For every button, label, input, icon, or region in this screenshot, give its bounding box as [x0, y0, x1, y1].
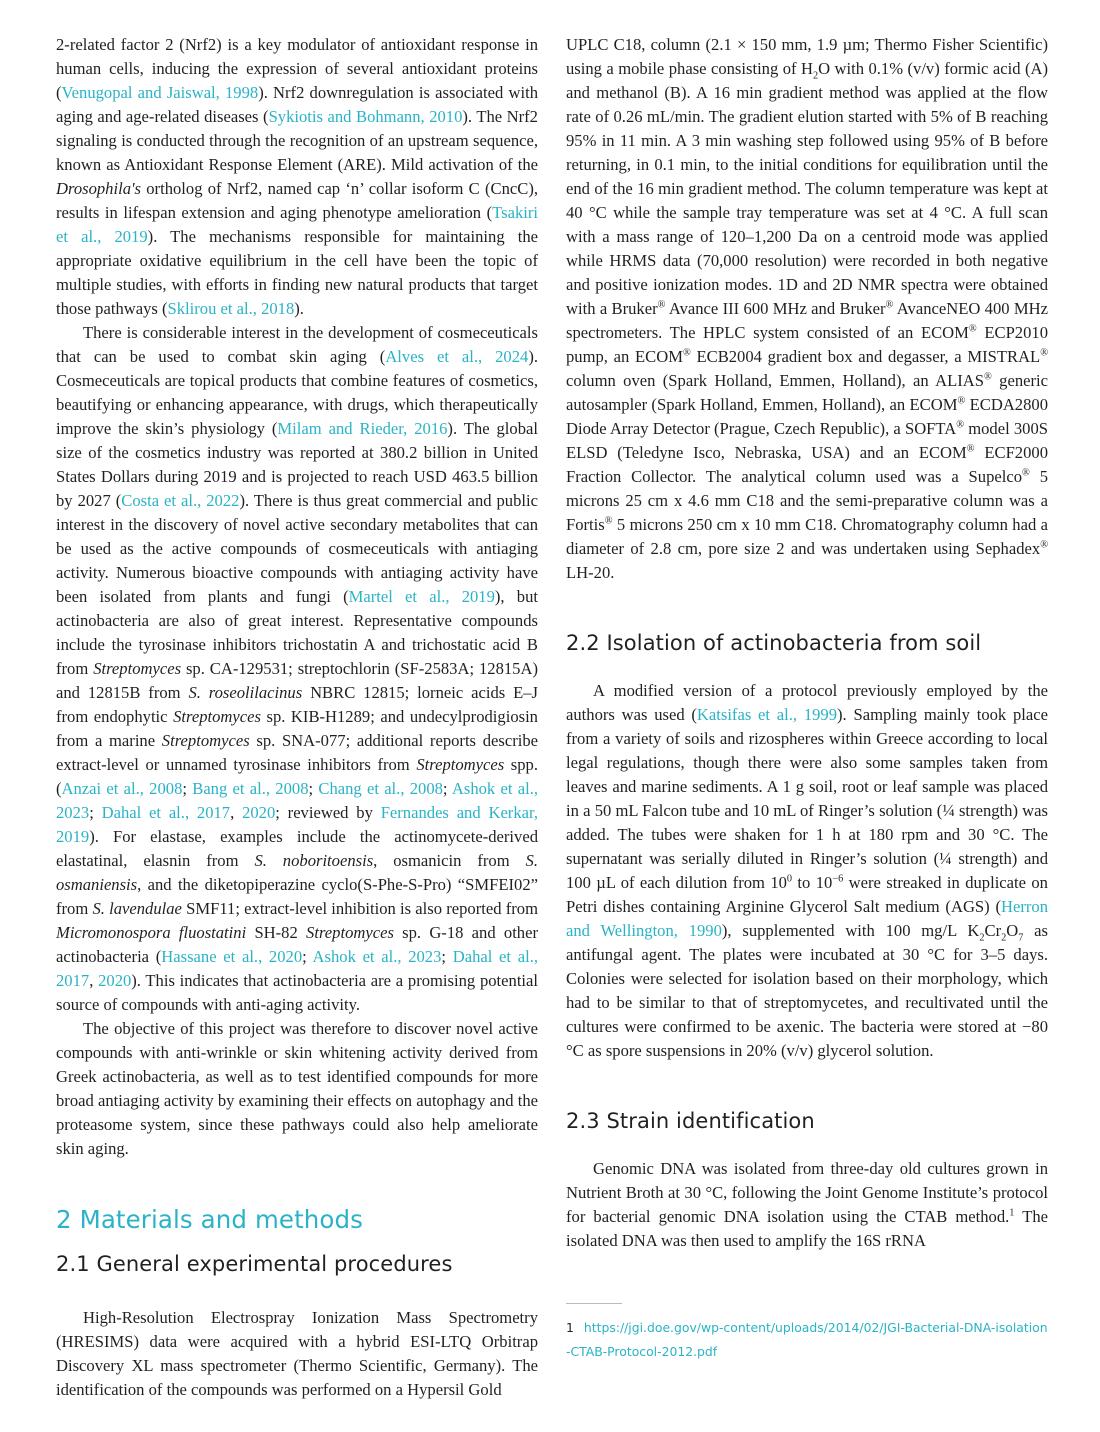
footnote-divider — [566, 1303, 622, 1304]
citation-link[interactable]: Sklirou et al., 2018 — [167, 299, 295, 318]
footnote-url-link[interactable]: https://jgi.doe.gov/wp-content/uploads/2014/02/JGI-Bacterial-DNA-isolation-CTAB-Protocol-2012.pdf — [566, 1320, 1048, 1359]
citation-link[interactable]: Dahal et al., 2017 — [101, 803, 231, 822]
subsection-heading-general-procedures: 2.1 General experimental procedures — [56, 1252, 453, 1276]
citation-link[interactable]: Herron and Wellington, 1990 — [566, 897, 1048, 940]
paragraph-nrf2: 2-related factor 2 (Nrf2) is a key modulator of antioxidant response in human cells, inducing the expression of several antioxidant proteins (Venugopal and Jaiswal, 1998). Nrf2 downregulation is associated with aging and age-related diseases (Sykiotis and Bohmann, 2010). The Nrf2 signaling is conducted through the recognition of an upstream sequence, known as Antioxidant Response Element (ARE). Mild activation of the Drosophila's ortholog of Nrf2, named cap ‘n’ collar isoform C (CncC), results in lifespan extension and aging phenotype amelioration (Tsakiri et al., 2019). The mechanisms responsible for maintaining the appropriate oxidative equilibrium in the cell have been the topic of multiple studies, with efforts in finding new natural products that target those pathways (Sklirou et al., 2018). — [56, 35, 539, 318]
citation-link[interactable]: Costa et al., 2022 — [121, 491, 240, 510]
citation-link[interactable]: Martel et al., 2019 — [348, 587, 495, 606]
paragraph-objective: The objective of this project was therefore to discover novel active compounds with anti-wrinkle or skin whitening activity derived from Greek actinobacteria, as well as to test identified compounds for more broad antiaging activity by examining their effects on autophagy and the proteasome system, since these pathways could also help ameliorate skin aging. — [56, 1019, 538, 1158]
footnote-number: 1 — [566, 1320, 574, 1335]
paragraph-strain: Genomic DNA was isolated from three-day old cultures grown in Nutrient Broth at 30 °C, following the Joint Genome Institute’s protocol for bacterial genomic DNA isolation using the CTAB method.$^1$ The isolated DNA was then used to amplify the 16S rRNA — [566, 1159, 1048, 1250]
citation-link[interactable]: Bang et al., 2008 — [192, 779, 309, 798]
right-column — [566, 33, 1048, 1364]
citation-link[interactable]: Milam and Rieder, 2016 — [277, 419, 448, 438]
citation-link[interactable]: Sykiotis and Bohmann, 2010 — [268, 107, 463, 126]
subsection-heading-strain-identification: 2.3 Strain identification — [566, 1109, 815, 1133]
citation-link[interactable]: Venugopal and Jaiswal, 1998 — [61, 83, 259, 102]
citation-link[interactable]: Tsakiri et al., 2019 — [56, 203, 538, 246]
citation-link[interactable]: Fernandes and Kerkar, 2019 — [56, 803, 539, 846]
citation-link[interactable]: Katsifas et al., 1999 — [696, 705, 838, 724]
citation-link[interactable]: Alves et al., 2024 — [385, 347, 529, 366]
citation-link[interactable]: Dahal et al., 2017 — [56, 947, 539, 990]
paragraph-isolation: A modified version of a protocol previously employed by the authors was used (Katsifas et al., 1999). Sampling mainly took place from a variety of soils and rizospheres within Greece according to local legal regulations, though there were also some samples taken from leaves and marine sediments. A 1 g soil, root or leaf sample was placed in a 50 mL Falcon tube and 10 mL of Ringer’s solution (¼ strength) was added. The tubes were shaken for 1 h at 180 rpm and 30 °C. The supernatant was serially diluted in Ringer’s solution (¼ strength) and 100 µL of each dilution from $10^0$ to $10^{-6}$ were streaked in duplicate on Petri dishes containing Arginine Glycerol Salt medium (AGS) (Herron and Wellington, 1990), supplemented with 100 mg/L $K_2Cr_2O_7$ as antifungal agent. The plates were incubated at 30 °C for 3–5 days. Colonies were selected for isolation based on their morphology, which had to be similar to that of streptomycetes, and recultivated until the cultures were confirmed to be axenic. The bacteria were stored at −80 °C as spore suspensions in 20% (v/v) glycerol solution. — [566, 681, 1048, 1060]
citation-link[interactable]: 2020 — [98, 971, 132, 990]
paragraph-uplc: UPLC C18, column (2.1 × 150 mm, 1.9 µm; Thermo Fisher Scientific) using a mobile phase consisting of $H_2O$ with 0.1% (v/v) formic acid (A) and methanol (B). A 16 min gradient method was applied at the flow rate of 0.26 mL/min. The gradient elution started with 5% of B reaching 95% in 11 min. A 3 min washing step followed using 95% of B before returning, in 0.1 min, to the initial conditions for equilibration until the end of the 16 min gradient method. The column temperature was kept at 40 °C while the sample tray temperature was set at 4 °C. A full scan with a mass range of 120–1,200 Da on a centroid mode was applied while HRMS data (70,000 resolution) were recorded in both negative and positive ionization modes. 1D and 2D NMR spectra were obtained with a Bruker® Avance III 600 MHz and Bruker® AvanceNEO 400 MHz spectrometers. The HPLC system consisted of an ECOM® ECP2010 pump, an ECOM® ECB2004 gradient box and degasser, a MISTRAL® column oven (Spark Holland, Emmen, Holland), an ALIAS® generic autosampler (Spark Holland, Emmen, Holland), an ECOM® ECDA2800 Diode Array Detector (Prague, Czech Republic), a SOFTA® model 300S ELSD (Teledyne Isco, Nebraska, USA) and an ECOM® ECF2000 Fraction Collector. The analytical column used was a Supelco® 5 microns 25 cm x 4.6 mm C18 and the semi-preparative column was a Fortis® 5 microns 250 cm x 10 mm C18. Chromatography column had a diameter of 2.8 cm, pore size 2 and was undertaken using Sephadex® LH-20. — [566, 35, 1048, 582]
citation-link[interactable]: Ashok et al., 2023 — [56, 779, 538, 822]
subsection-heading-isolation: 2.2 Isolation of actinobacteria from soil — [566, 631, 982, 655]
citation-link[interactable]: Chang et al., 2008 — [318, 779, 443, 798]
left-column — [56, 33, 538, 1402]
paragraph-hresims: High-Resolution Electrospray Ionization Mass Spectrometry (HRESIMS) data were acquired with a hybrid ESI-LTQ Orbitrap Discovery XL mass spectrometer (Thermo Scientific, Germany). The identification of the compounds was performed on a Hypersil Gold — [56, 1308, 538, 1399]
citation-link[interactable]: Hassane et al., 2020 — [161, 947, 303, 966]
footnote-reference[interactable]: 1 — [1009, 1207, 1015, 1219]
citation-link[interactable]: 2020 — [242, 803, 276, 822]
citation-link[interactable]: Anzai et al., 2008 — [61, 779, 183, 798]
paragraph-cosmeceuticals: There is considerable interest in the development of cosmeceuticals that can be used to combat skin aging (Alves et al., 2024). Cosmeceuticals are topical products that combine features of cosmetics, beautifying or enhancing appearance, with drugs, which therapeutically improve the skin’s physiology (Milam and Rieder, 2016). The global size of the cosmetics industry was reported at 380.2 billion in United States Dollars during 2019 and is projected to reach USD 463.5 billion by 2027 (Costa et al., 2022). There is thus great commercial and public interest in the discovery of novel active secondary metabolites that can be used as the active compounds of cosmeceuticals with antiaging activity. Numerous bioactive compounds with antiaging activity have been isolated from plants and fungi (Martel et al., 2019), but actinobacteria are also of great interest. Representative compounds include the tyrosinase inhibitors trichostatin A and trichostatic acid B from Streptomyces sp. CA-129531; streptochlorin (SF-2583A; 12815A) and 12815B from S. roseolilacinus NBRC 12815; lorneic acids E–J from endophytic Streptomyces sp. KIB-H1289; and undecylprodigiosin from a marine Streptomyces sp. SNA-077; additional reports describe extract-level or unnamed tyrosinase inhibitors from Streptomyces spp. (Anzai et al., 2008; Bang et al., 2008; Chang et al., 2008; Ashok et al., 2023; Dahal et al., 2017, 2020; reviewed by Fernandes and Kerkar, 2019). For elastase, examples include the actinomycete-derived elastatinal, elasnin from S. noboritoensis, osmanicin from S. osmaniensis, and the diketopiperazine cyclo(S-Phe-S-Pro) “SMFEI02” from S. lavendulae SMF11; extract-level inhibition is also reported from Micromonospora fluostatini SH-82 Streptomyces sp. G-18 and other actinobacteria (Hassane et al., 2020; Ashok et al., 2023; Dahal et al., 2017, 2020). This indicates that actinobacteria are a promising potential source of compounds with anti-aging activity. — [56, 323, 539, 1014]
footnote — [566, 1316, 1048, 1364]
citation-link[interactable]: Ashok et al., 2023 — [312, 947, 442, 966]
section-heading-materials-methods: 2 Materials and methods — [56, 1205, 364, 1234]
